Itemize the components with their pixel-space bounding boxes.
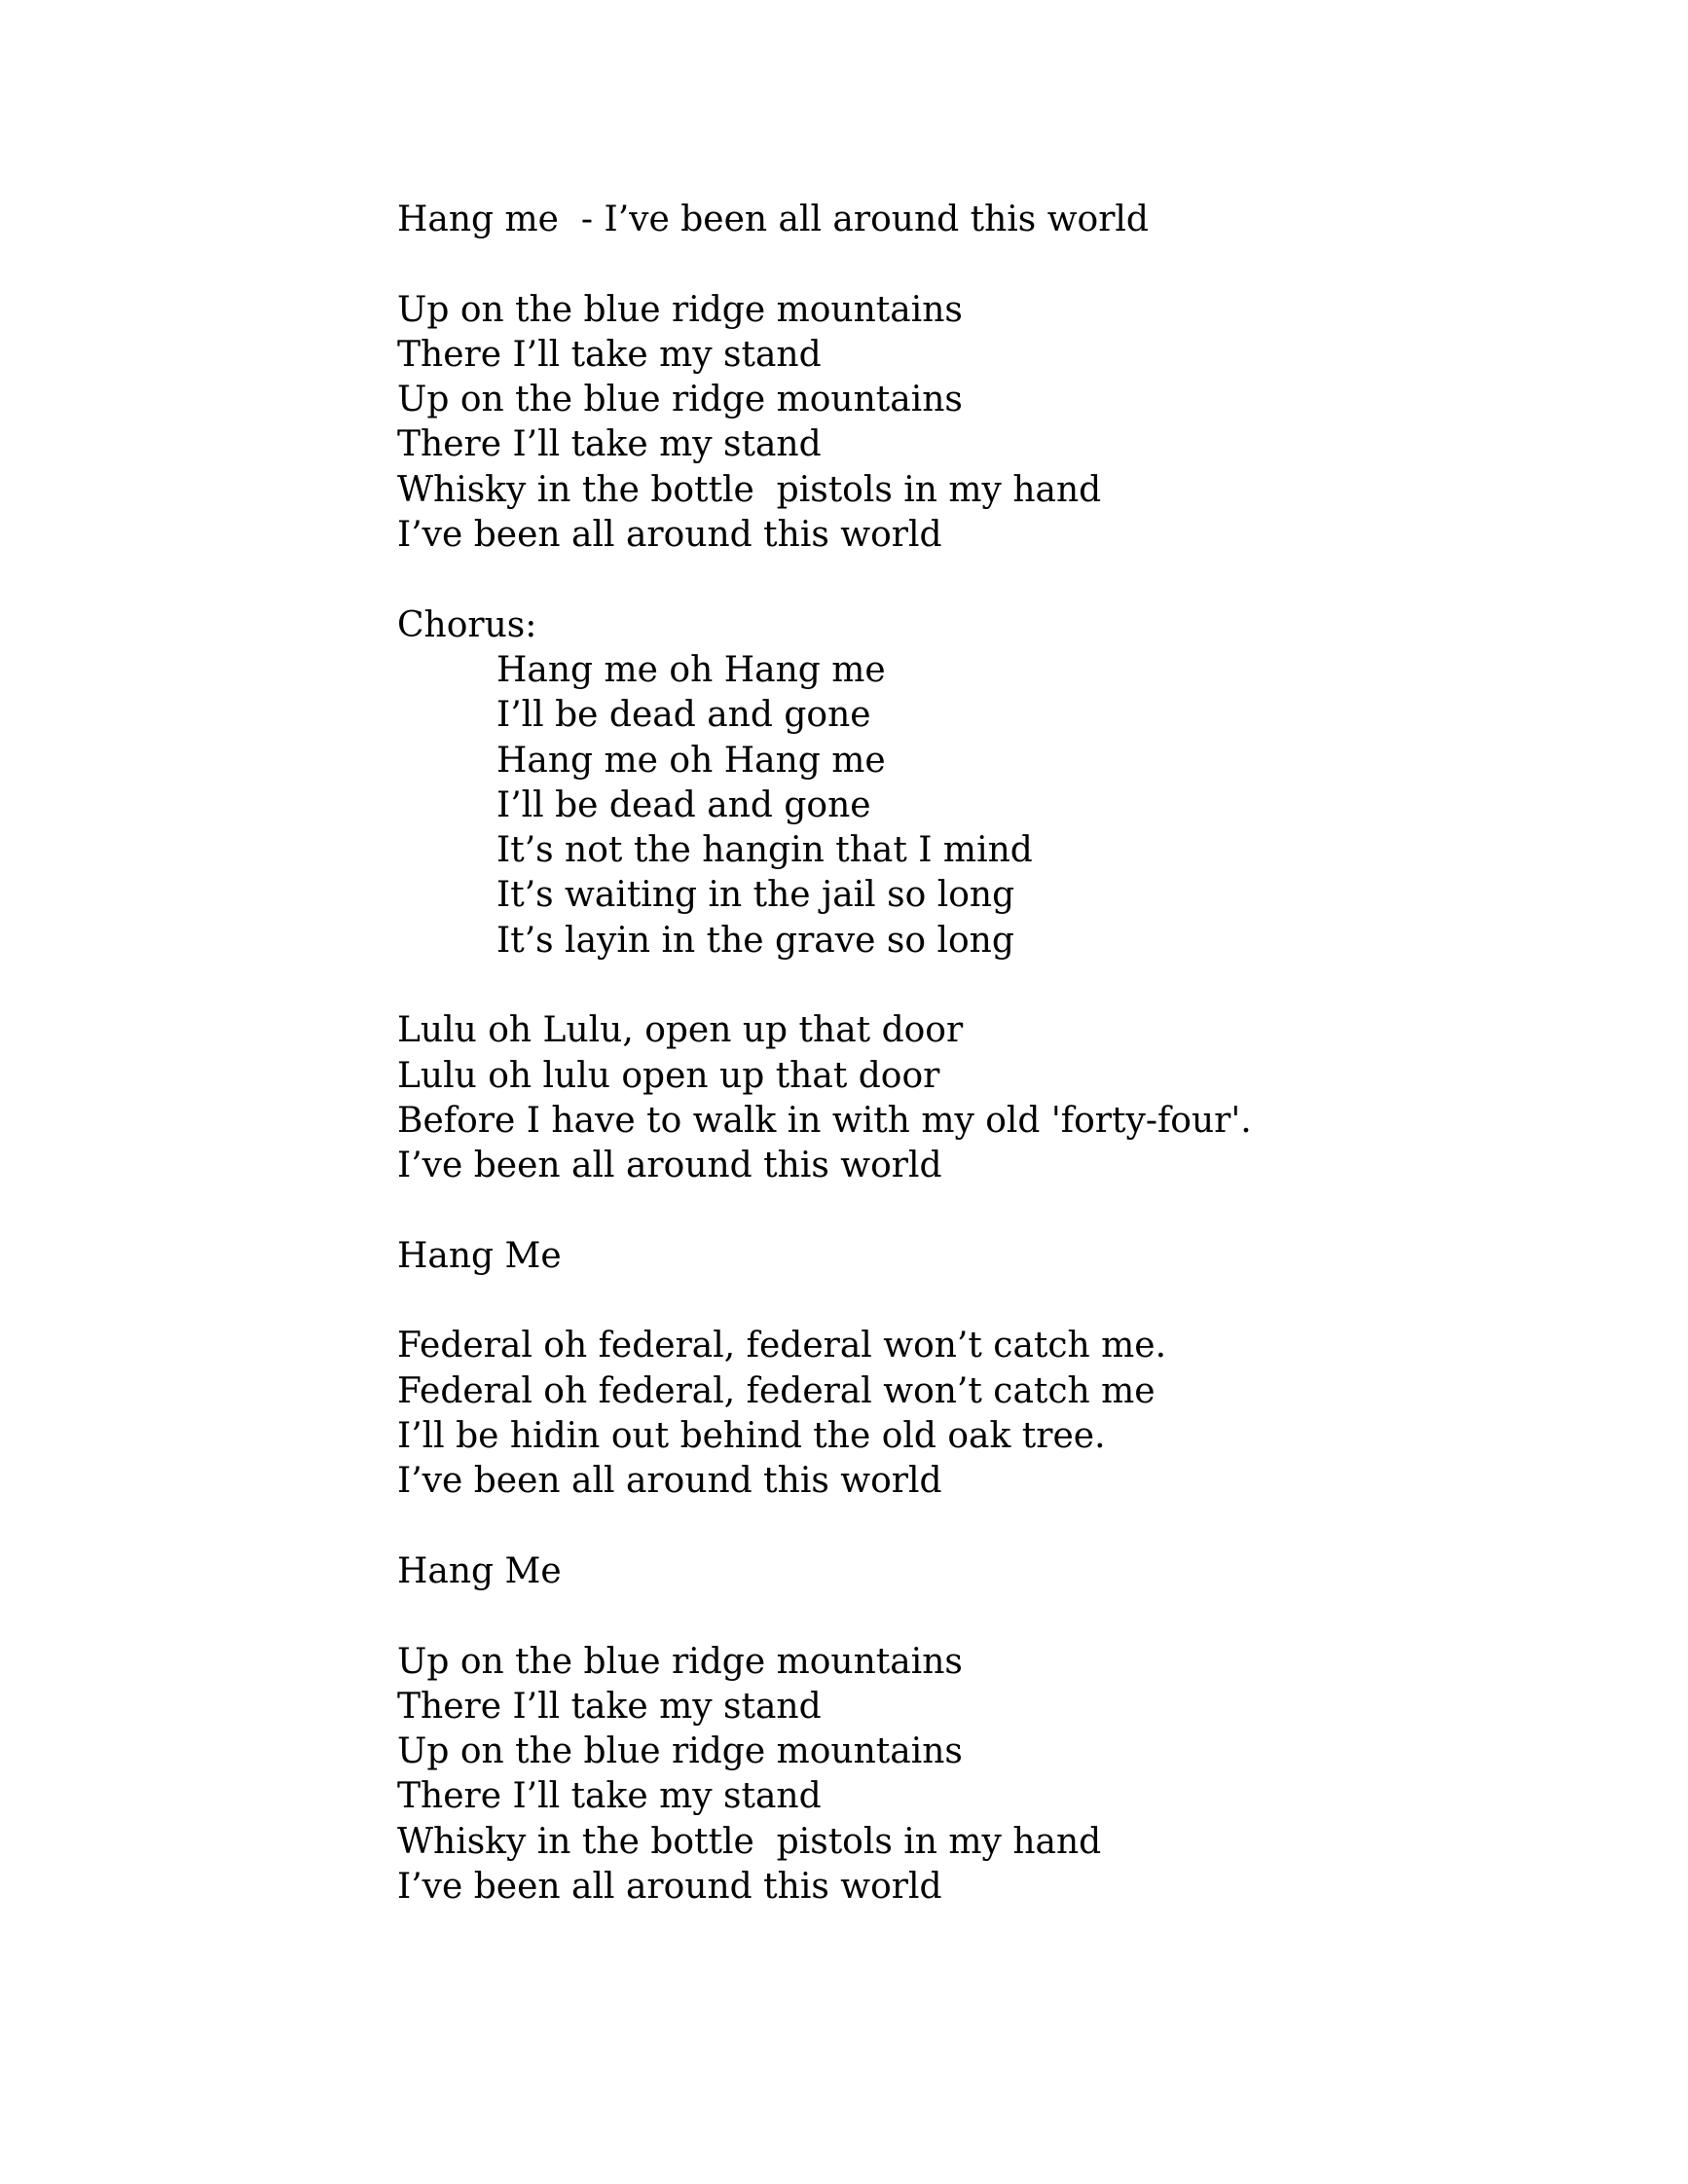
lyric-line: Whisky in the bottle pistols in my hand [397,469,1102,510]
lyric-line: Up on the blue ridge mountains [397,289,963,330]
lyric-line: Up on the blue ridge mountains [397,1731,963,1772]
lyric-line: I’ll be hidin out behind the old oak tree. [397,1416,1106,1457]
lyric-line: There I’ll take my stand [397,1686,822,1727]
verse-3 [397,1324,1565,1504]
lyric-line: There I’ll take my stand [397,1776,822,1817]
lyric-line: There I’ll take my stand [397,424,822,465]
chorus-line: It’s layin in the grave so long [496,920,1014,961]
lyric-line: Lulu oh Lulu, open up that door [397,1010,964,1051]
lyric-line: Up on the blue ridge mountains [397,1641,963,1682]
lyric-line: I’ve been all around this world [397,515,942,556]
lyric-line: Federal oh federal, federal won’t catch me [397,1370,1156,1411]
lyric-line: I’ve been all around this world [397,1461,942,1502]
lyric-line: Lulu oh lulu open up that door [397,1055,940,1096]
blank-line [397,964,1565,1008]
lyric-line: Federal oh federal, federal won’t catch me. [397,1326,1167,1366]
chorus-line: I’ll be dead and gone [496,784,871,825]
blank-line [397,242,1565,287]
lyric-line: Up on the blue ridge mountains [397,380,963,420]
lyric-line: There I’ll take my stand [397,334,822,375]
refrain-line: Hang Me [397,1235,562,1276]
verse-4 [397,1640,1565,1911]
blank-line [397,558,1565,602]
chorus-label: Chorus: [397,604,537,645]
blank-line [397,1189,1565,1234]
chorus-line: Hang me oh Hang me [496,649,886,690]
blank-line [397,1505,1565,1549]
chorus-line: I’ll be dead and gone [496,695,871,736]
lyrics-body [397,198,1565,1910]
verse-2 [397,1008,1565,1188]
chorus-line: It’s waiting in the jail so long [496,875,1015,916]
chorus [397,648,1565,964]
verse-1 [397,288,1565,559]
chorus-line: It’s not the hangin that I mind [496,830,1033,871]
refrain-line: Hang Me [397,1550,562,1591]
chorus-line: Hang me oh Hang me [496,740,886,781]
blank-line [397,1279,1565,1324]
blank-line [397,1594,1565,1639]
lyric-line: I’ve been all around this world [397,1146,942,1186]
lyric-line: Whisky in the bottle pistols in my hand [397,1821,1102,1862]
song-title: Hang me - I’ve been all around this world [397,200,1149,239]
lyric-line: I’ve been all around this world [397,1866,942,1907]
lyric-line: Before I have to walk in with my old 'forty-four'. [397,1100,1252,1141]
